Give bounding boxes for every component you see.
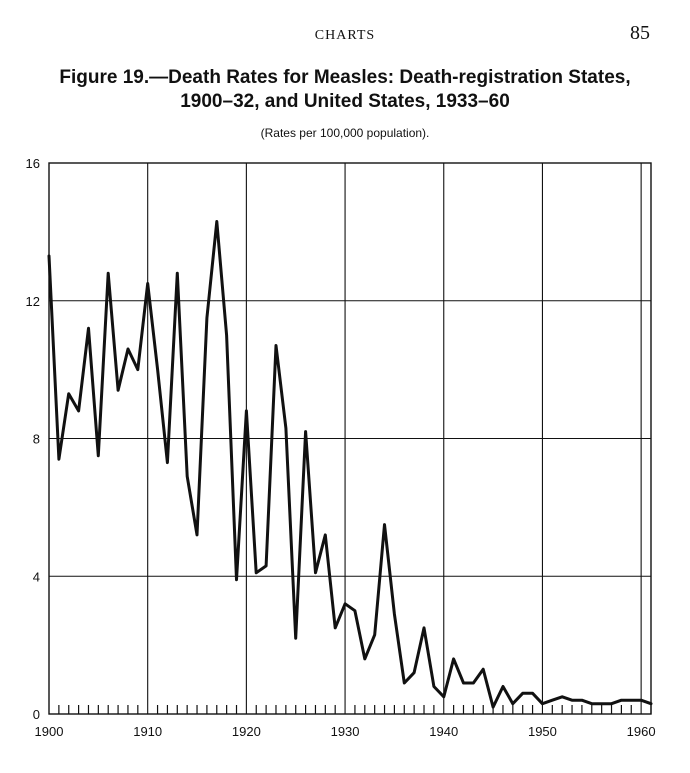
y-tick-label-12: 12 — [25, 293, 40, 309]
y-tick-label-16: 16 — [25, 156, 40, 171]
x-tick-label-1940: 1940 — [429, 724, 459, 739]
page-number: 85 — [630, 22, 650, 44]
y-tick-label-8: 8 — [32, 431, 40, 447]
figure-subtitle: (Rates per 100,000 population). — [260, 126, 430, 140]
figure-title-line-1: Figure 19.—Death Rates for Measles: Death-registration States, — [59, 67, 631, 88]
x-tick-label-1900: 1900 — [34, 724, 64, 739]
x-tick-label-1950: 1950 — [527, 724, 557, 739]
y-tick-label-0: 0 — [32, 707, 40, 722]
running-head: CHARTS — [314, 28, 376, 43]
figure-title-line-2: 1900–32, and United States, 1933–60 — [180, 91, 510, 112]
y-tick-label-4: 4 — [32, 569, 40, 585]
series-line-measles-death-rate — [49, 222, 651, 708]
x-tick-label-1910: 1910 — [133, 724, 163, 739]
x-tick-label-1930: 1930 — [330, 724, 360, 739]
x-tick-label-1960: 1960 — [626, 724, 656, 739]
x-tick-label-1920: 1920 — [231, 724, 261, 739]
